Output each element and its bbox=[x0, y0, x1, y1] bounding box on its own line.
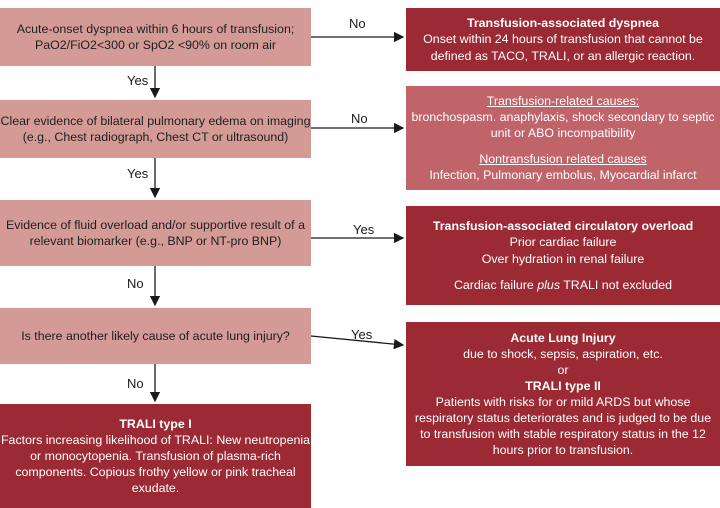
label-yes-2: Yes bbox=[127, 166, 149, 181]
r3-title: Transfusion-associated circulatory overload bbox=[432, 219, 694, 234]
q2-line1: Clear evidence of bilateral pulmonary edema on imaging bbox=[0, 113, 311, 128]
r3-line1: Prior cardiac failure bbox=[509, 235, 617, 250]
r4-line5: hours prior to transfusion. bbox=[492, 443, 634, 458]
r2-text-2: Infection, Pulmonary embolus, Myocardial infarct bbox=[429, 168, 697, 183]
label-yes-3: Yes bbox=[353, 222, 375, 237]
r3-line3: Cardiac failure plus TRALI not excluded bbox=[453, 277, 673, 292]
result-taco bbox=[406, 206, 720, 305]
question-pulmonary-edema bbox=[0, 100, 311, 158]
r2-text-1b: unit or ABO incompatibility bbox=[490, 125, 636, 140]
r4-title-ali: Acute Lung Injury bbox=[510, 330, 616, 345]
r2-heading-nontransfusion: Nontransfusion related causes bbox=[479, 152, 647, 167]
label-no-4: No bbox=[127, 376, 144, 391]
r5-title: TRALI type I bbox=[119, 416, 192, 431]
r1-line2: defined as TACO, TRALI, or an allergic reaction. bbox=[430, 48, 696, 63]
label-no-3: No bbox=[127, 276, 144, 291]
r1-title: Transfusion-associated dyspnea bbox=[466, 16, 660, 31]
label-yes-1: Yes bbox=[127, 73, 149, 88]
result-trali-type-1 bbox=[0, 404, 311, 508]
q4-line1: Is there another likely cause of acute lung injury? bbox=[21, 328, 290, 343]
label-no-1: No bbox=[349, 16, 366, 31]
r5-line3: components. Copious frothy yellow or pink tracheal bbox=[15, 465, 296, 480]
result-other-causes bbox=[406, 86, 720, 190]
question-acute-dyspnea bbox=[0, 8, 311, 66]
question-fluid-overload bbox=[0, 200, 311, 266]
r4-line1: due to shock, sepsis, aspiration, etc. bbox=[463, 346, 663, 361]
q2-line2: (e.g., Chest radiograph, Chest CT or ultrasound) bbox=[22, 130, 289, 144]
q1-line2: PaO2/FiO2<300 or SpO2 <90% on room air bbox=[34, 38, 277, 52]
q3-line2: relevant biomarker (e.g., BNP or NT-pro BNP) bbox=[29, 234, 282, 248]
question-other-cause bbox=[0, 308, 311, 364]
label-no-2: No bbox=[351, 111, 368, 126]
label-yes-4: Yes bbox=[351, 327, 373, 342]
result-acute-lung-injury bbox=[406, 322, 720, 466]
r4-line2: Patients with risks for or mild ARDS but whose bbox=[435, 395, 691, 409]
q3-line1: Evidence of fluid overload and/or supportive result of a bbox=[6, 217, 305, 232]
r2-heading-transfusion: Transfusion-related causes: bbox=[486, 93, 640, 108]
r5-line4: exudate. bbox=[131, 481, 180, 496]
r4-or: or bbox=[557, 362, 569, 377]
r4-title-trali2: TRALI type II bbox=[525, 378, 601, 393]
r4-line3: respiratory status deteriorates and is judged to be due bbox=[414, 411, 712, 426]
r1-line1: Onset within 24 hours of transfusion that cannot be bbox=[423, 32, 703, 47]
r2-text-1a: bronchospasm. anaphylaxis, shock secondary to septic bbox=[411, 109, 715, 124]
result-transfusion-dyspnea bbox=[406, 8, 720, 71]
r5-line2: or monocytopenia. Transfusion of plasma-rich bbox=[30, 448, 281, 463]
q1-line1: Acute-onset dyspnea within 6 hours of transfusion; bbox=[16, 21, 295, 36]
r4-line4: to transfusion with stable respiratory status in the 12 bbox=[420, 427, 706, 442]
r5-line1: Factors increasing likelihood of TRALI: New neutropenia bbox=[0, 432, 310, 447]
r3-line2: Over hydration in renal failure bbox=[481, 251, 645, 266]
